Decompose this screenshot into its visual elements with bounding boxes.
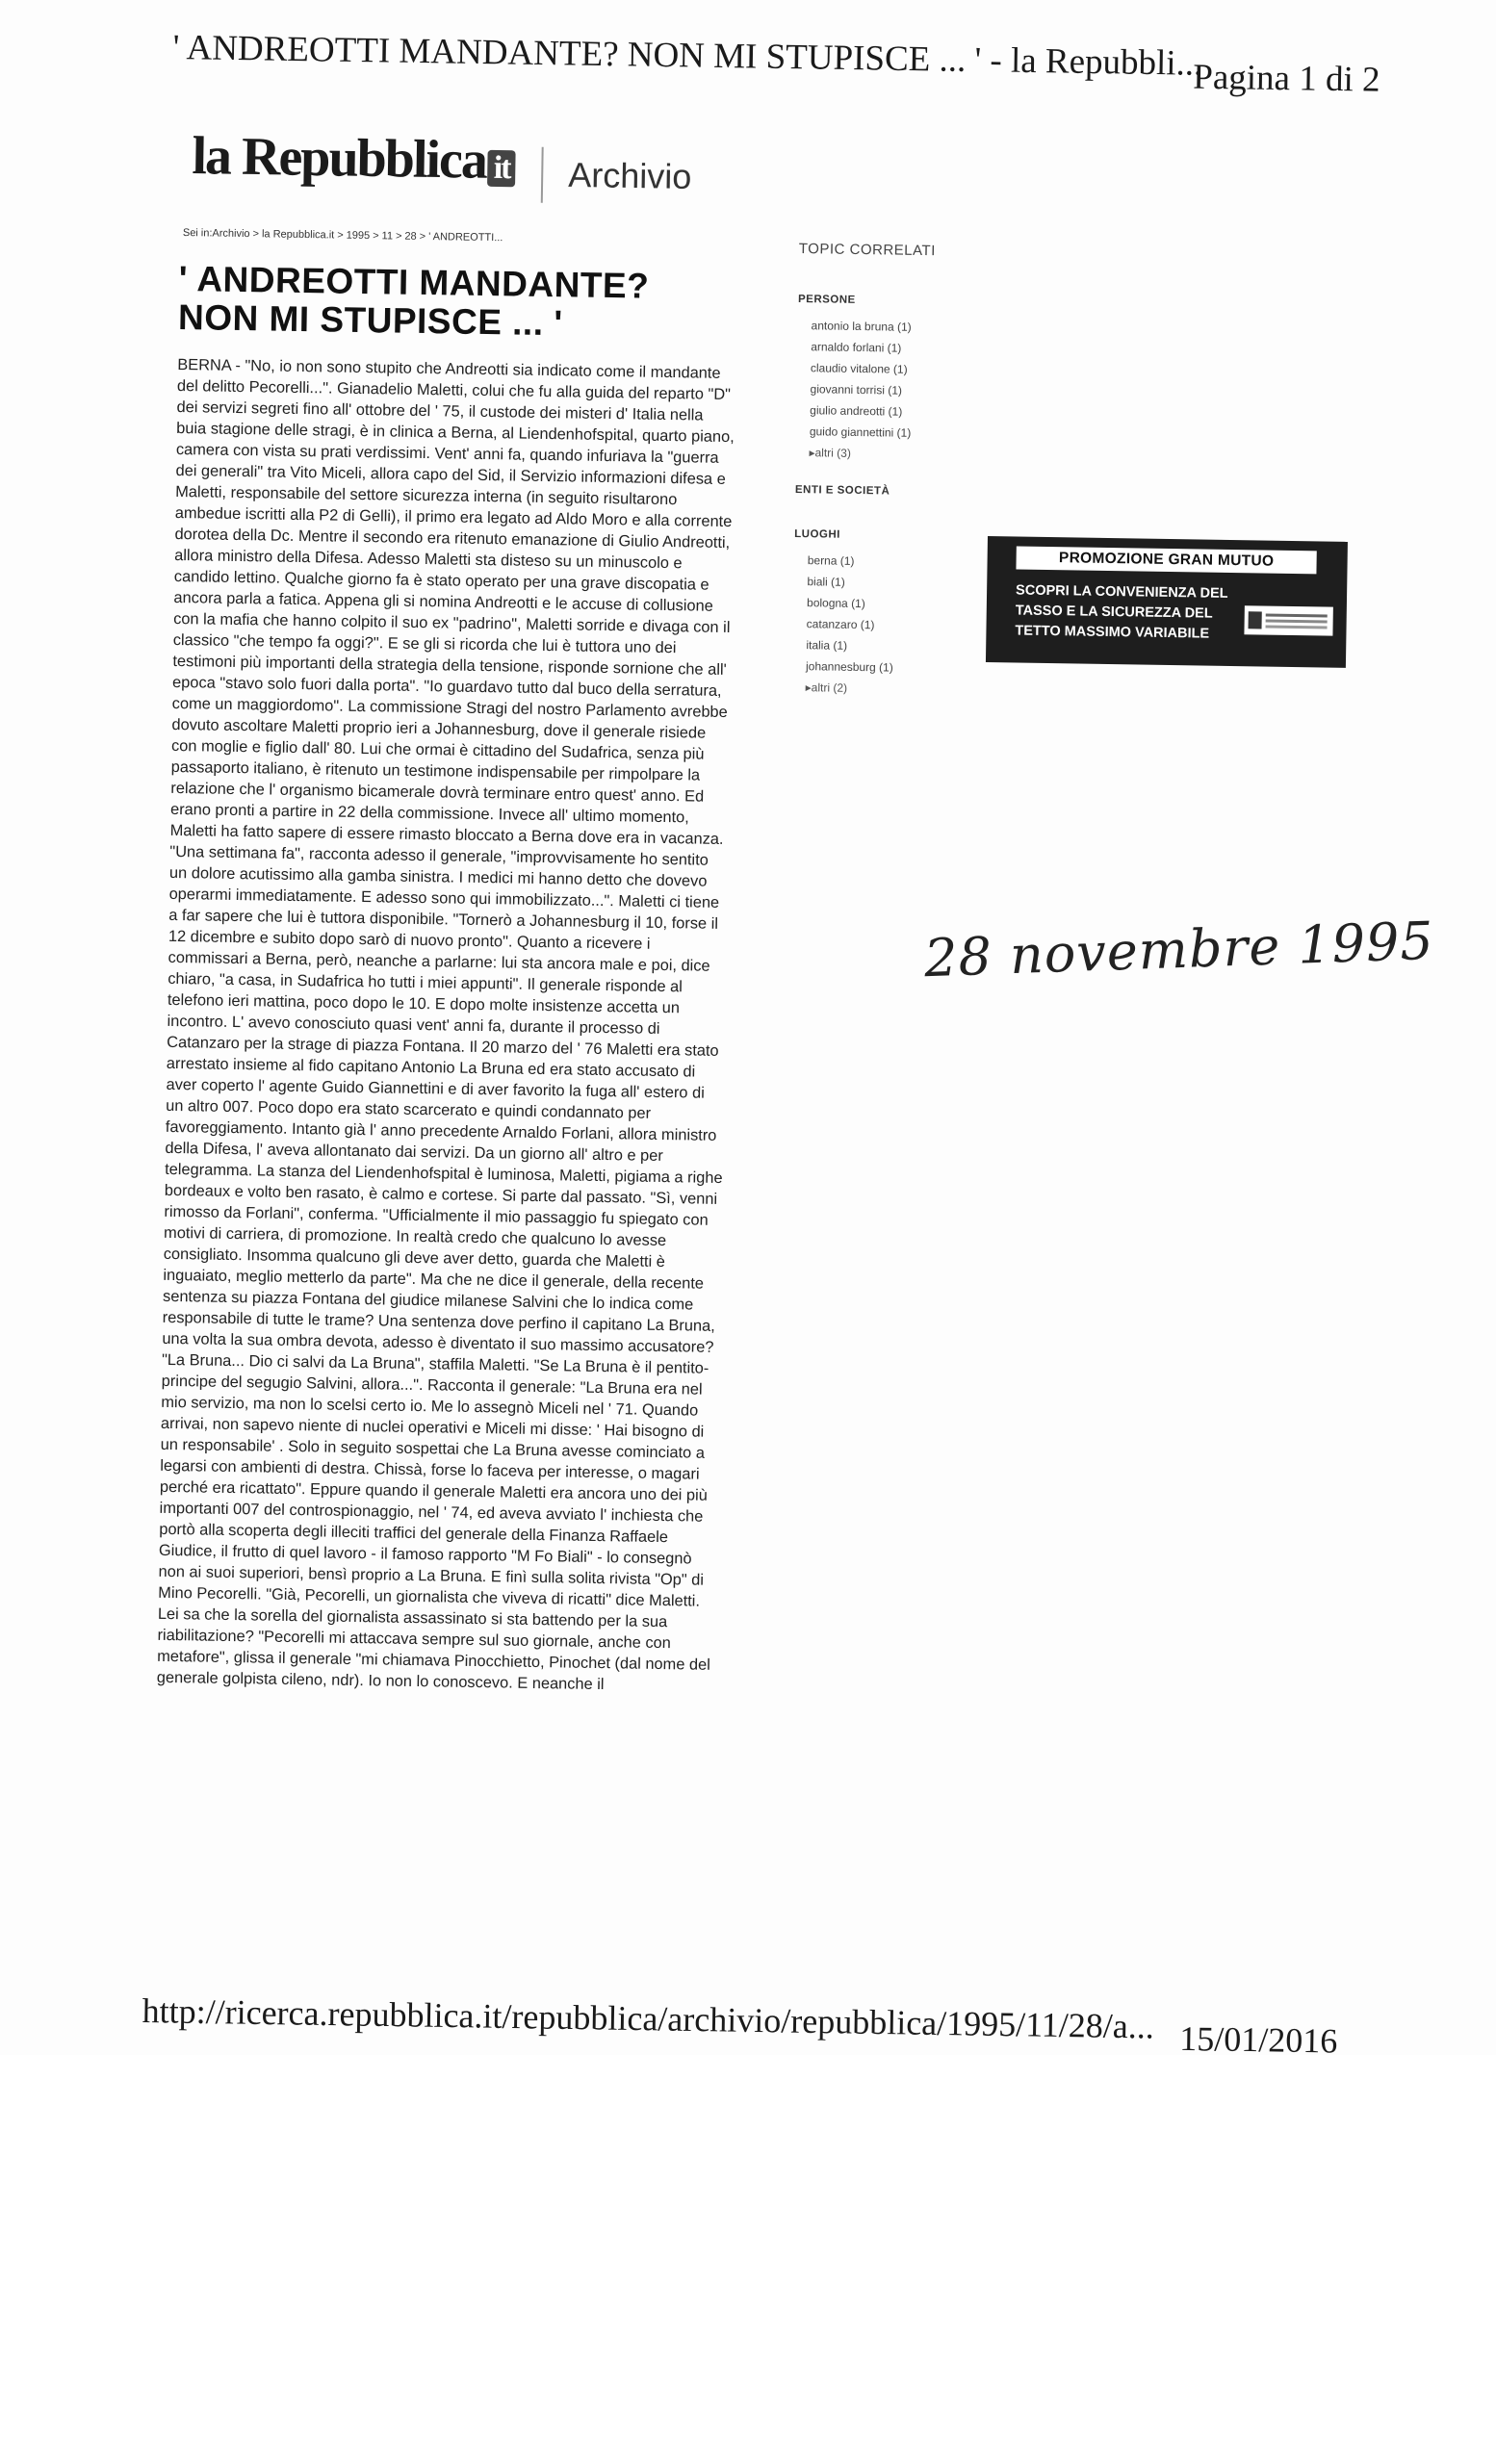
breadcrumb-separator: >	[395, 230, 402, 243]
header-divider	[540, 146, 543, 202]
article	[157, 260, 737, 1697]
topic-link[interactable]: catanzaro (1)	[806, 617, 875, 632]
topic-link[interactable]: johannesburg (1)	[805, 659, 893, 675]
breadcrumb-prefix: Sei in:	[182, 227, 213, 240]
breadcrumb-item-current: ' ANDREOTTI...	[428, 231, 503, 244]
print-header-page: Pagina 1 di 2	[1192, 57, 1380, 100]
breadcrumb-separator: >	[373, 230, 379, 243]
topic-link[interactable]: giulio andreotti (1)	[810, 403, 903, 419]
breadcrumb-item-archivio[interactable]: Archivio	[212, 227, 250, 241]
print-footer-url: http://ricerca.repubblica.it/repubblica/archivio/repubblica/1995/11/28/a...	[142, 1990, 1155, 2046]
enti-spacer	[794, 505, 948, 531]
persone-heading: PERSONE	[797, 293, 856, 306]
print-footer-date: 15/01/2016	[1179, 2018, 1338, 2061]
ad-title: PROMOZIONE GRAN MUTUO	[1016, 546, 1316, 574]
article-body: BERNA - "No, io non sono stupito che Andreotti sia indicato come il mandante del delitto Pecorelli...". Gianadelio Maletti, colui che fu alla guida del reparto "D" dei servizi segreti fino all' ottobre del ' 75, il custode dei misteri d' Italia nella buia stagione delle stragi, è in clinica a Berna, al Liendenhofspital, quarto piano, camera con vista su prati verdissimi. Vent' anni fa, quando infuriava la "guerra dei generali" tra Vito Miceli, allora capo del Sid, il Servizio informazioni difesa e Maletti, responsabile del settore sicurezza interna (in seguito risultarono ambedue iscritti alla P2 di Gelli), il primo era legato ad Aldo Moro e alla corrente dorotea della Dc. Mentre il secondo era ritenuto emanazione di Giulio Andreotti, allora ministro della Difesa. Adesso Maletti sta disteso su un minuscolo e candido lettino. Qualche giorno fa è stato operato per una grave discopatia e ancora parla a fatica. Appena gli si nomina Andreotti e le accuse di collusione con la mafia che hanno colpito il suo ex "padrino", Maletti sorride e divaga con il classico "che tempo fa oggi?". E se gli si ricorda che lui è tuttora uno dei testimoni più importanti della strategia della tensione, risponde sornione che all' epoca "stavo solo fuori dalla porta". "Io guardavo tutto dal buco della serratura, come un maggiordomo". La commissione Stragi del nostro Parlamento avrebbe dovuto ascoltare Maletti proprio ieri a Johannesburg, dove il generale risiede con moglie e figlio dall' 80. Lui che ormai è cittadino del Sudafrica, senza più passaporto italiano, è ritenuto un testimone indispensabile per rimpolpare la relazione che l' organismo bicamerale dovrà terminare entro quest' anno. Ed erano pronti a partire in 22 della commissione. Invece all' ultimo momento, Maletti ha fatto sapere di essere rimasto bloccato a Berna dove era in vacanza. "Una settimana fa", racconta adesso il generale, "improvvisamente ho sentito un dolore acutissimo alla gamba sinistra. I medici mi hanno detto che dovevo operarmi immediatamente. E adesso sono qui immobilizzato...". Maletti ci tiene a far sapere che lui è tuttora disponibile. "Tornerò a Johannesburg il 10, forse il 12 dicembre e subito dopo sarò di nuovo pronto". Quanto a ricevere i commissari a Berna, però, neanche a parlarne: lui sta ancora male e poi, dice chiaro, "a casa, in Sudafrica ho tutti i miei appunti". Il generale risponde al telefono ieri mattina, poco dopo le 10. E dopo molte insistenze accetta un incontro. L' avevo conosciuto quasi vent' anni fa, durante il processo di Catanzaro per la strage di piazza Fontana. Il 20 marzo del ' 76 Maletti era stato arrestato insieme al fido capitano Antonio La Bruna ed era stato accusato di aver coperto l' agente Guido Giannettini e di aver favorito la fuga all' estero di un altro 007. Poco dopo era stato scarcerato e quindi condannato per favoreggiamento. Intanto già l' anno precedente Arnaldo Forlani, allora ministro della Difesa, l' aveva allontanato dai servizi. Da un giorno all' altro e per telegramma. La stanza del Liendenhofspital è luminosa, Maletti, pigiama a righe bordeaux e volto ben rasato, è calmo e cortese. Si parte dal passato. "Sì, venni rimosso da Forlani", conferma. "Ufficialmente il mio passaggio fu spiegato con motivi di carriera, di promozione. In realtà credo che qualcuno lo avesse consigliato. Insomma qualcuno gli deve aver detto, guarda che Maletti è inguaiato, meglio metterlo da parte". Ma che ne dice il generale, della recente sentenza su piazza Fontana del giudice milanese Salvini che lo indica come responsabile di tutte le trame? Una sentenza dove perfino il capitano La Bruna, una volta la sua ombra devota, adesso è diventato il suo massimo accusatore? "La Bruna... Dio ci salvi da La Bruna", staffila Maletti. "Se La Bruna è il pentito-principe del segugio Salvini, allora...". Racconta il generale: "La Bruna era nel mio servizio, ma non lo scelsi certo io. Me lo assegnò Miceli nel ' 71. Quando arrivai, non sapevo niente di nuclei operativi e Miceli mi disse: ' Hai bisogno di un responsabile' . Solo in seguito sospettai che La Bruna avesse cominciato a legarsi con ambienti di destra. Chissà, forse lo faceva per interesse, o magari perché era ricattato". Eppure quando il generale Maletti era ancora uno dei più importanti 007 del controspionaggio, nel ' 74, ed aveva avviato l' inchiesta che portò alla scoperta degli illeciti traffici del generale della Finanza Raffaele Giudice, il frutto di quel lavoro - il famoso rapporto "M Fo Biali" - lo consegnò non ai suoi superiori, bensì proprio a La Bruna. E finì sulla solita rivista "Op" di Mino Pecorelli. "Già, Pecorelli, un giornalista che viveva di ricatti" dice Maletti. Lei sa che la sorella del giornalista assassinato si sta battendo per la sua riabilitazione? "Pecorelli mi attaccava sempre sul suo giornale, anche con metafore", glissa il generale "mi chiamava Pinocchietto, Pinochet (dal nome del generale golpista cileno, ndr). Io non lo conoscevo. E neanche il	[156, 355, 735, 1694]
site-logo[interactable]	[192, 125, 516, 192]
bank-logo-icon	[1244, 605, 1332, 635]
topic-link[interactable]: italia (1)	[806, 638, 848, 653]
bank-name-lines	[1266, 614, 1328, 618]
topic-link[interactable]: berna (1)	[807, 553, 855, 568]
breadcrumb-separator: >	[337, 229, 344, 242]
more-luoghi-link[interactable]: ▸altri (2)	[805, 680, 848, 695]
advertisement-banner[interactable]	[986, 536, 1348, 668]
bank-mark-icon	[1249, 611, 1262, 629]
site-header	[192, 125, 692, 205]
print-header-title: ' ANDREOTTI MANDANTE? NON MI STUPISCE ... ' - la Repubbli...	[172, 27, 1203, 84]
related-topics-sidebar	[791, 241, 953, 721]
breadcrumb-separator: >	[419, 230, 426, 243]
topic-link[interactable]: guido giannettini (1)	[809, 424, 912, 440]
handwritten-date-note: 28 novembre 1995	[923, 910, 1435, 989]
luoghi-heading: LUOGHI	[794, 527, 841, 541]
breadcrumb-item-month[interactable]: 11	[381, 230, 394, 243]
breadcrumb-item-year[interactable]: 1995	[346, 229, 371, 243]
topic-link[interactable]: biali (1)	[807, 575, 845, 589]
topic-link[interactable]: arnaldo forlani (1)	[811, 340, 902, 355]
luoghi-list	[806, 550, 948, 700]
site-logo-text: la Repubblica	[192, 125, 487, 191]
topic-link[interactable]: bologna (1)	[806, 596, 865, 611]
ad-text: SCOPRI LA CONVENIENZA DEL TASSO E LA SICUREZZA DEL TETTO MASSIMO VARIABILE	[1015, 582, 1228, 642]
breadcrumb-item-day[interactable]: 28	[404, 230, 417, 243]
topic-link[interactable]: giovanni torrisi (1)	[810, 382, 903, 398]
persone-list	[809, 315, 951, 465]
article-title: ' ANDREOTTI MANDANTE? NON MI STUPISCE ... '	[177, 259, 650, 344]
breadcrumb-separator: >	[252, 228, 260, 241]
breadcrumb-item-repubblica[interactable]: la Repubblica.it	[261, 228, 335, 242]
topic-link[interactable]: claudio vitalone (1)	[810, 361, 908, 376]
site-logo-suffix: it	[487, 150, 515, 187]
topic-link[interactable]: antonio la bruna (1)	[811, 319, 912, 334]
section-title: Archivio	[568, 154, 692, 196]
enti-heading: ENTI E SOCIETÀ	[794, 483, 890, 498]
more-persone-link[interactable]: ▸altri (3)	[809, 446, 852, 460]
related-topics-heading: TOPIC CORRELATI	[798, 241, 936, 260]
